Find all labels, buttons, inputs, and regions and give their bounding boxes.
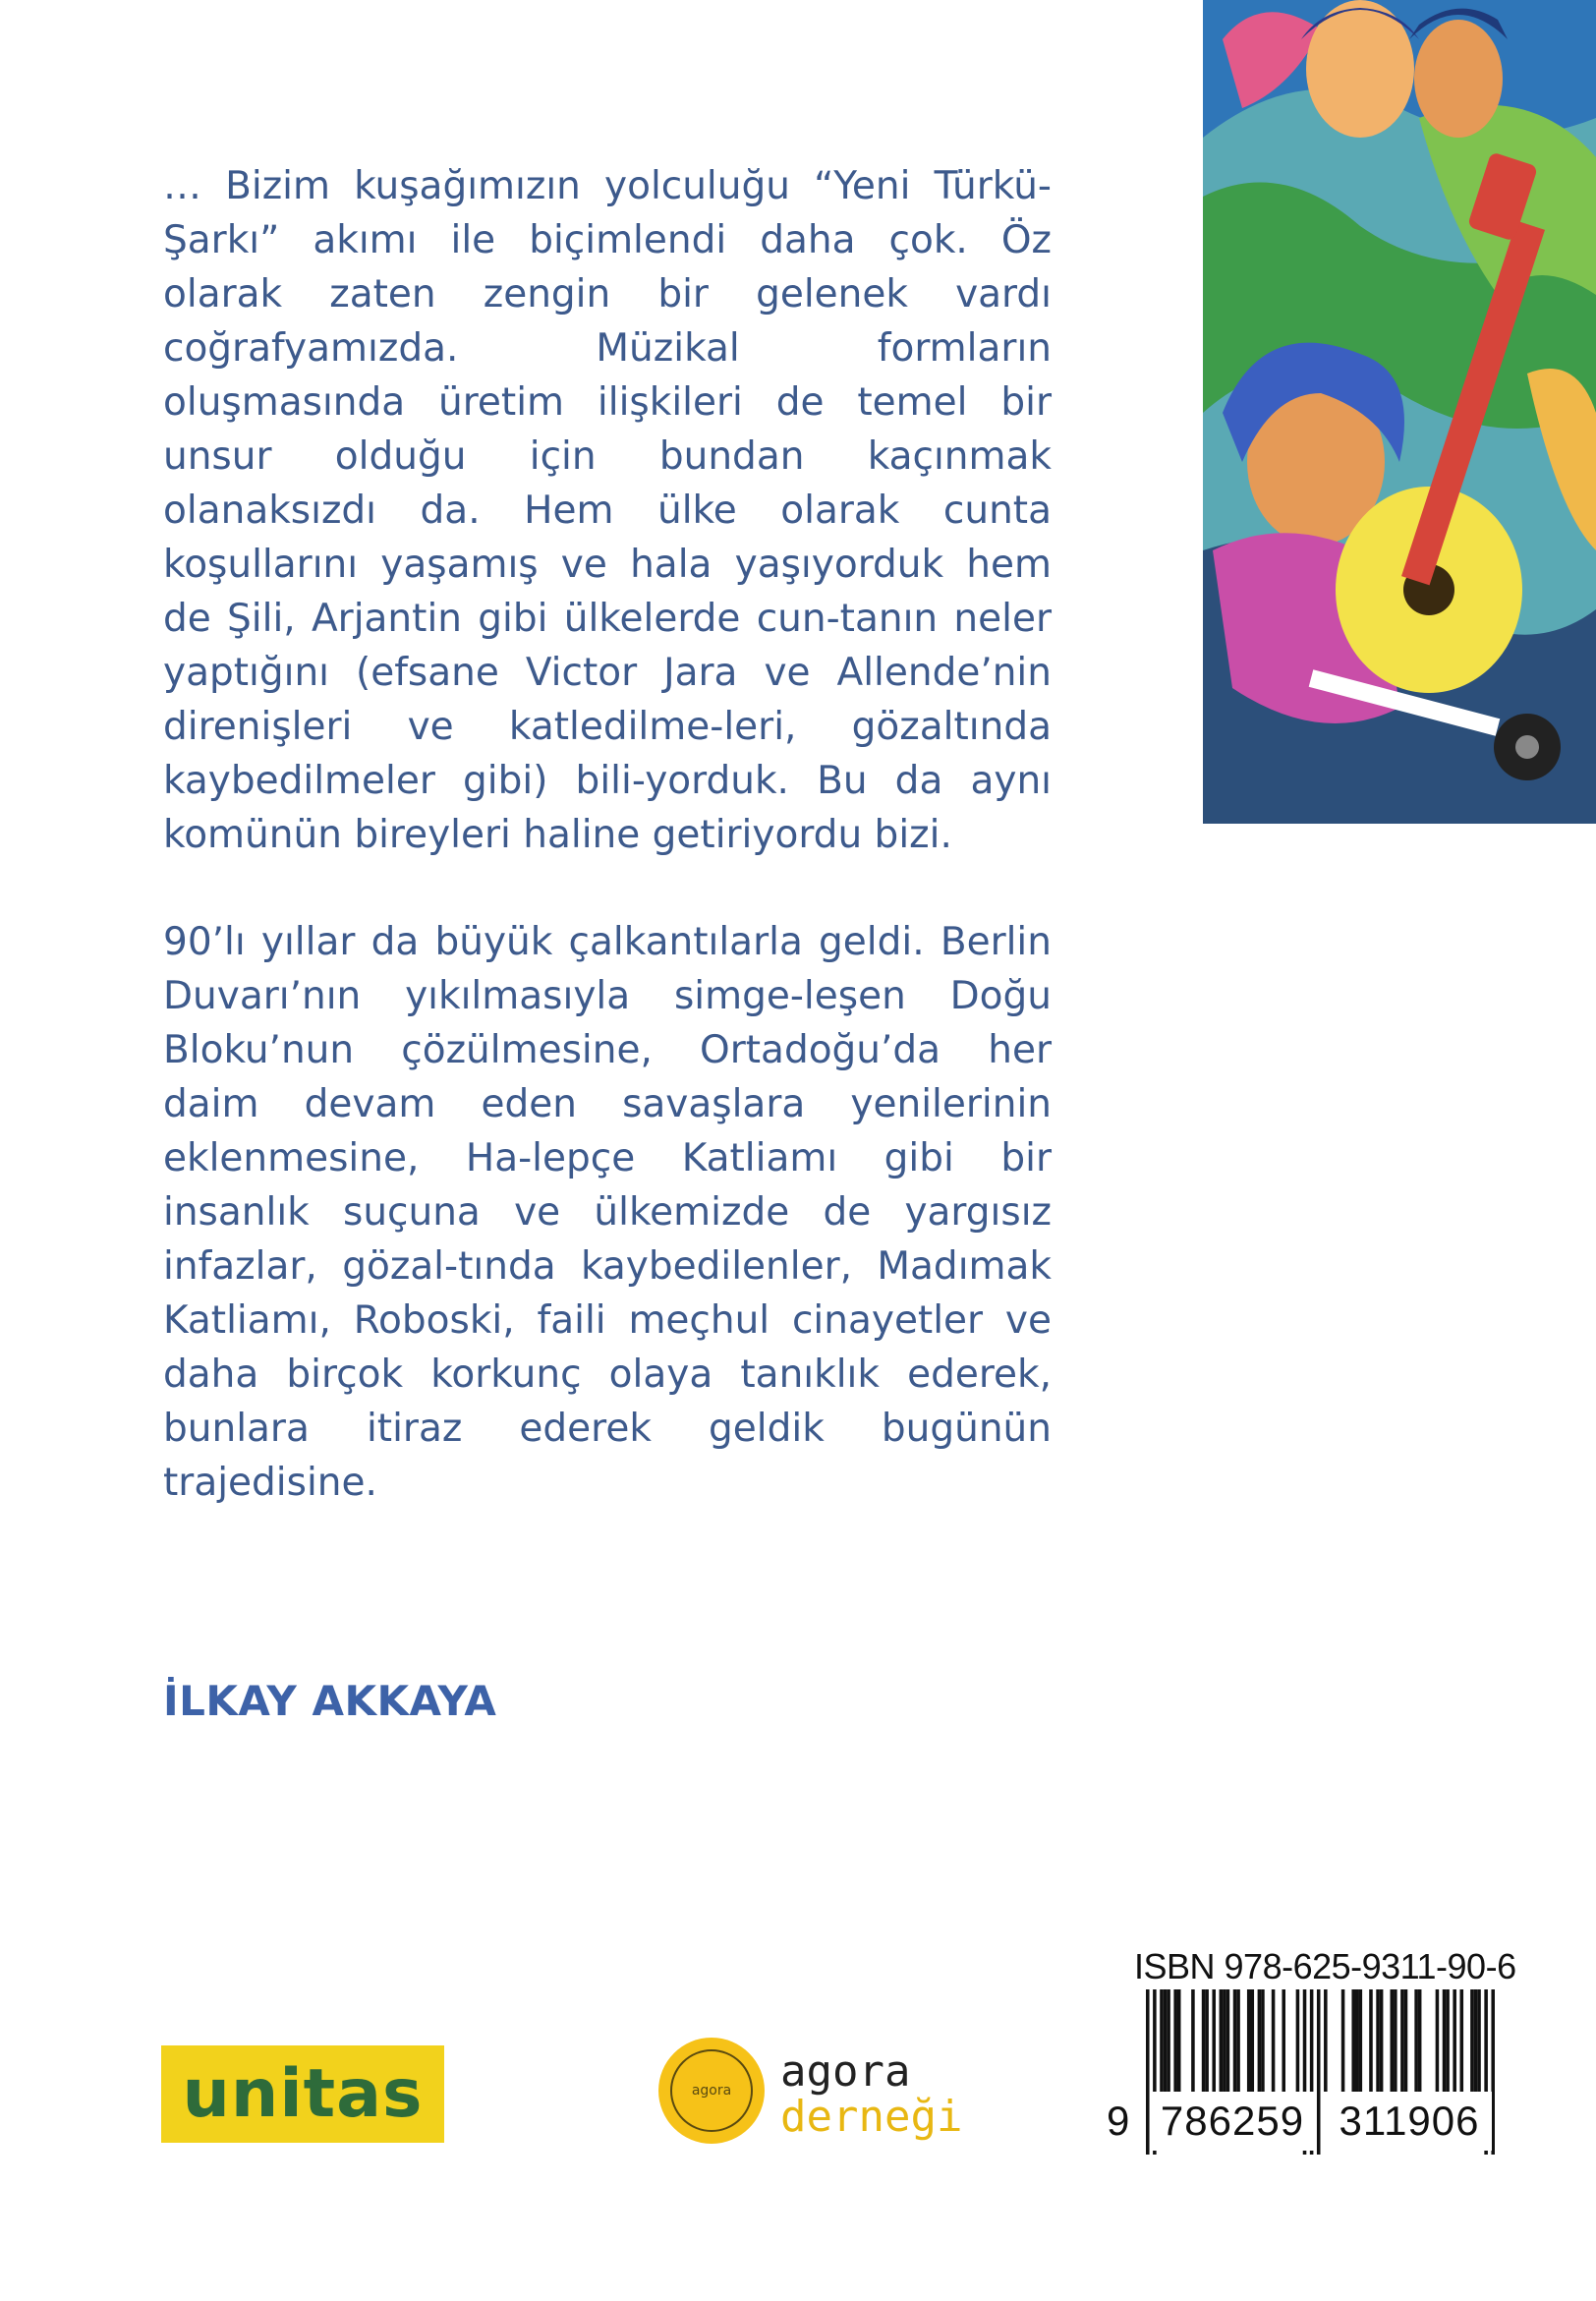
barcode-bar [1261, 1989, 1265, 2092]
barcode-bar [1369, 1989, 1373, 2092]
barcode-bar [1394, 1989, 1397, 2092]
agora-circle-text: agora [670, 2049, 753, 2132]
dernegi-logo-word: derneği [780, 2092, 963, 2142]
barcode-bar [1436, 1989, 1440, 2092]
barcode-bar [1470, 1989, 1474, 2092]
barcode-bar [1202, 1989, 1206, 2092]
barcode-bar [1380, 1989, 1384, 2092]
barcode-bar [1272, 1989, 1276, 2092]
barcode-bar [1251, 1989, 1255, 2092]
barcode-bar [1418, 1989, 1422, 2092]
cover-artwork [1203, 0, 1596, 824]
barcode-digits-right: 311906 [1327, 2092, 1492, 2151]
paragraph-2: 90’lı yıllar da büyük çalkantılarla geldi. Berlin Duvarı’nın yıkılmasıyla simge-leşen Doğu Bloku’nun çözülmesine, Ortadoğu’da her daim devam eden savaşlara yenilerinin eklenmesine, Ha-lepçe Katliamı gibi bir insanlık suçuna ve ülkemizde de yargısız infazlar, gözal-tında kaybedilenler, Madımak Katliamı, Roboski, faili meçhul cinayetler ve daha birçok korkunç olaya tanıklık ederek, bunlara itiraz ederek geldik bugünün trajedisine. [163, 920, 1052, 1505]
barcode-bar [1296, 1989, 1300, 2092]
barcode-bar [1164, 1989, 1168, 2092]
barcode-bar [1359, 1989, 1363, 2092]
barcode-digits-left: 786259 [1150, 2092, 1315, 2151]
barcode-bar [1177, 1989, 1181, 2092]
barcode-bar [1233, 1989, 1237, 2092]
barcode-bar [1443, 1989, 1447, 2092]
barcode-bar [1453, 1989, 1456, 2092]
barcode-bar [1160, 1989, 1164, 2092]
barcode-bar [1223, 1989, 1226, 2092]
author-name: İLKAY AKKAYA [163, 1677, 497, 1725]
barcode-bar [1376, 1989, 1380, 2092]
barcode-digit-first: 9 [1107, 2098, 1130, 2144]
barcode-bar [1220, 1989, 1224, 2092]
barcode-bar [1341, 1989, 1345, 2092]
barcode-bar [1351, 1989, 1355, 2092]
barcode-bar [1236, 1989, 1240, 2092]
barcode-bar [1258, 1989, 1262, 2092]
barcode-bar [1173, 1989, 1177, 2092]
agora-circle-icon [658, 2038, 765, 2144]
barcode-bar [1324, 1989, 1328, 2092]
barcode-bar [1474, 1989, 1478, 2092]
barcode-bar [1355, 1989, 1359, 2092]
barcode-bar [1317, 1989, 1321, 2155]
barcode-bar [1460, 1989, 1464, 2092]
back-cover-text [163, 159, 1052, 1563]
barcode-bar [1404, 1989, 1408, 2092]
barcode-bar [1167, 1989, 1170, 2092]
barcode-bar [1191, 1989, 1195, 2092]
unitas-logo-text: unitas [182, 2055, 424, 2133]
barcode-bar [1400, 1989, 1404, 2092]
barcode-bar [1477, 1989, 1481, 2092]
agora-dernegi-logo [658, 2035, 963, 2153]
paragraph-1: … Bizim kuşağımızın yolculuğu “Yeni Türkü-Şarkı” akımı ile biçimlendi daha çok. Öz olarak zaten zengin bir gelenek vardı coğrafyamızda. Müzikal formların oluşmasında üretim ilişkileri de temel bir unsur olduğu için bundan kaçınmak olanaksızdı da. Hem ülke olarak cunta koşullarını yaşamış ve hala yaşıyorduk hem de Şili, Arjantin gibi ülkelerde cun-tanın neler yaptığını (efsane Victor Jara ve Allende’nin direnişleri ve katledilme-leri, gözaltında kaybedilmeler gibi) bili-yorduk. Bu da aynı komünün bireyleri haline getiriyordu bizi. [163, 164, 1052, 857]
unitas-logo [161, 2045, 444, 2143]
barcode-bar [1247, 1989, 1251, 2092]
barcode-bar [1226, 1989, 1230, 2092]
barcode-bar [1205, 1989, 1209, 2092]
barcode-bar [1212, 1989, 1216, 2092]
barcode-bar [1282, 1989, 1285, 2092]
barcode-bar [1391, 1989, 1395, 2092]
mural-illustration [1203, 0, 1596, 824]
barcode-bar [1446, 1989, 1450, 2092]
agora-logo-word: agora [780, 2046, 911, 2097]
barcode-bar [1414, 1989, 1418, 2092]
isbn-label: ISBN 978-625-9311-90-6 [1134, 1946, 1516, 1986]
